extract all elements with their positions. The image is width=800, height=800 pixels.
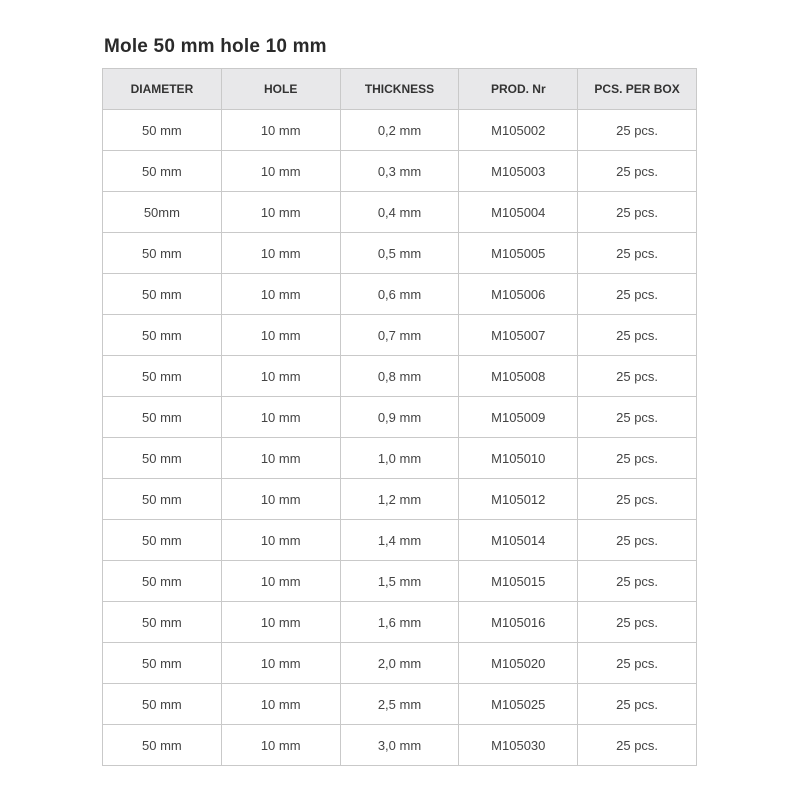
cell-pcs-per-box: 25 pcs. [578, 274, 697, 315]
cell-thickness: 0,5 mm [340, 233, 459, 274]
table-row [103, 151, 697, 192]
cell-prod-nr: M105015 [459, 561, 578, 602]
cell-pcs-per-box: 25 pcs. [578, 684, 697, 725]
table-row [103, 479, 697, 520]
cell-hole: 10 mm [221, 602, 340, 643]
cell-prod-nr: M105007 [459, 315, 578, 356]
table-row [103, 397, 697, 438]
table-row [103, 725, 697, 766]
cell-prod-nr: M105005 [459, 233, 578, 274]
cell-hole: 10 mm [221, 520, 340, 561]
cell-hole: 10 mm [221, 315, 340, 356]
cell-thickness: 0,8 mm [340, 356, 459, 397]
cell-pcs-per-box: 25 pcs. [578, 233, 697, 274]
header-prod-nr: PROD. Nr [459, 69, 578, 110]
table-row [103, 274, 697, 315]
header-pcs-per-box: PCS. PER BOX [578, 69, 697, 110]
cell-hole: 10 mm [221, 274, 340, 315]
cell-pcs-per-box: 25 pcs. [578, 397, 697, 438]
cell-hole: 10 mm [221, 233, 340, 274]
cell-hole: 10 mm [221, 684, 340, 725]
cell-prod-nr: M105030 [459, 725, 578, 766]
cell-diameter: 50 mm [103, 479, 222, 520]
cell-pcs-per-box: 25 pcs. [578, 643, 697, 684]
cell-diameter: 50 mm [103, 561, 222, 602]
cell-diameter: 50 mm [103, 438, 222, 479]
cell-hole: 10 mm [221, 479, 340, 520]
table-header [103, 69, 697, 110]
cell-thickness: 0,2 mm [340, 110, 459, 151]
table-row [103, 602, 697, 643]
cell-thickness: 0,4 mm [340, 192, 459, 233]
cell-pcs-per-box: 25 pcs. [578, 602, 697, 643]
cell-thickness: 0,7 mm [340, 315, 459, 356]
cell-hole: 10 mm [221, 110, 340, 151]
cell-diameter: 50 mm [103, 643, 222, 684]
cell-prod-nr: M105020 [459, 643, 578, 684]
table-body [103, 110, 697, 766]
cell-pcs-per-box: 25 pcs. [578, 151, 697, 192]
cell-prod-nr: M105016 [459, 602, 578, 643]
cell-prod-nr: M105008 [459, 356, 578, 397]
table-row [103, 356, 697, 397]
cell-prod-nr: M105025 [459, 684, 578, 725]
cell-diameter: 50 mm [103, 602, 222, 643]
cell-diameter: 50 mm [103, 274, 222, 315]
cell-thickness: 2,0 mm [340, 643, 459, 684]
cell-pcs-per-box: 25 pcs. [578, 192, 697, 233]
cell-prod-nr: M105010 [459, 438, 578, 479]
cell-diameter: 50 mm [103, 233, 222, 274]
cell-pcs-per-box: 25 pcs. [578, 520, 697, 561]
cell-thickness: 1,5 mm [340, 561, 459, 602]
table-row [103, 233, 697, 274]
table-row [103, 110, 697, 151]
cell-pcs-per-box: 25 pcs. [578, 110, 697, 151]
cell-prod-nr: M105014 [459, 520, 578, 561]
cell-hole: 10 mm [221, 438, 340, 479]
cell-pcs-per-box: 25 pcs. [578, 561, 697, 602]
cell-thickness: 0,3 mm [340, 151, 459, 192]
cell-diameter: 50 mm [103, 397, 222, 438]
cell-diameter: 50 mm [103, 110, 222, 151]
cell-thickness: 1,2 mm [340, 479, 459, 520]
cell-diameter: 50 mm [103, 356, 222, 397]
header-row [103, 69, 697, 110]
page-title: Mole 50 mm hole 10 mm [104, 36, 327, 57]
cell-prod-nr: M105004 [459, 192, 578, 233]
cell-hole: 10 mm [221, 643, 340, 684]
cell-diameter: 50 mm [103, 684, 222, 725]
cell-hole: 10 mm [221, 397, 340, 438]
cell-pcs-per-box: 25 pcs. [578, 438, 697, 479]
table-row [103, 315, 697, 356]
header-hole: HOLE [221, 69, 340, 110]
cell-prod-nr: M105009 [459, 397, 578, 438]
cell-prod-nr: M105002 [459, 110, 578, 151]
table-row [103, 438, 697, 479]
cell-pcs-per-box: 25 pcs. [578, 725, 697, 766]
cell-hole: 10 mm [221, 151, 340, 192]
cell-prod-nr: M105003 [459, 151, 578, 192]
header-diameter: DIAMETER [103, 69, 222, 110]
table-row [103, 192, 697, 233]
cell-diameter: 50 mm [103, 315, 222, 356]
cell-thickness: 0,9 mm [340, 397, 459, 438]
cell-thickness: 1,0 mm [340, 438, 459, 479]
cell-diameter: 50 mm [103, 520, 222, 561]
spec-table [102, 68, 697, 766]
header-thickness: THICKNESS [340, 69, 459, 110]
cell-hole: 10 mm [221, 356, 340, 397]
cell-thickness: 1,6 mm [340, 602, 459, 643]
cell-pcs-per-box: 25 pcs. [578, 315, 697, 356]
cell-thickness: 3,0 mm [340, 725, 459, 766]
table-row [103, 643, 697, 684]
cell-hole: 10 mm [221, 192, 340, 233]
table-row [103, 561, 697, 602]
cell-pcs-per-box: 25 pcs. [578, 479, 697, 520]
table-row [103, 684, 697, 725]
cell-thickness: 2,5 mm [340, 684, 459, 725]
cell-hole: 10 mm [221, 561, 340, 602]
cell-prod-nr: M105012 [459, 479, 578, 520]
cell-thickness: 0,6 mm [340, 274, 459, 315]
cell-thickness: 1,4 mm [340, 520, 459, 561]
table-row [103, 520, 697, 561]
cell-diameter: 50 mm [103, 151, 222, 192]
cell-hole: 10 mm [221, 725, 340, 766]
cell-diameter: 50mm [103, 192, 222, 233]
cell-prod-nr: M105006 [459, 274, 578, 315]
cell-diameter: 50 mm [103, 725, 222, 766]
cell-pcs-per-box: 25 pcs. [578, 356, 697, 397]
